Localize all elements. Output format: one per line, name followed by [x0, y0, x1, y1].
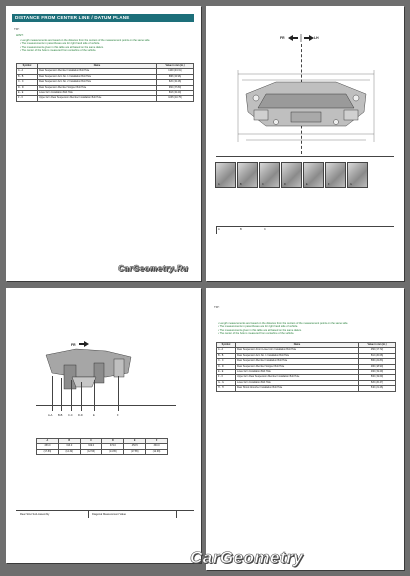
table-cell: 480 (18.90)	[359, 364, 396, 369]
ground-line	[36, 405, 176, 406]
table-header: A	[37, 439, 59, 444]
table-header: F	[146, 439, 168, 444]
photo-tag: B	[240, 183, 242, 186]
table-cell: 580 (22.83)	[359, 359, 396, 364]
table-cell: 1035 (40.75)	[157, 96, 194, 101]
table-cell: A - A	[17, 69, 38, 74]
point-label: F	[117, 414, 119, 417]
table-cell: 330.0	[146, 444, 168, 449]
table-cell: Rear Suspension Member Stopper Bolt Hole	[38, 85, 157, 90]
photo-tag: C	[262, 183, 264, 186]
table-cell: G - G	[217, 380, 236, 385]
footer-divider	[216, 226, 217, 234]
reference-photo	[215, 162, 236, 188]
table-cell: (12.32)	[58, 449, 80, 454]
table-header: Symbol	[17, 64, 38, 69]
watermark-logo: CarGeometry.Ru	[118, 264, 189, 273]
table-cell: Upper Arm Rear Suspension Member Installation Bolt Hole	[236, 375, 359, 380]
table-cell: F - F	[217, 375, 236, 380]
leader-line	[71, 380, 72, 411]
rear-suspension-member-drawing	[236, 64, 376, 144]
document-page-top-right	[206, 6, 404, 281]
divider	[216, 156, 394, 157]
table-cell: 820 (32.28)	[157, 80, 194, 85]
leader-line	[81, 382, 82, 411]
table-cell: Rear Suspension Member Installation Bolt Hole	[236, 359, 359, 364]
footer-label: Diagonal Measurement Value	[92, 513, 126, 516]
table-cell: Rear Shock Absorber Installation Bolt Hole	[236, 386, 359, 391]
watermark-logo: CarGeometry	[190, 548, 304, 567]
table-cell: (17.83)	[37, 449, 59, 454]
leader-line	[118, 376, 119, 411]
document-page-bottom-left	[6, 288, 201, 563]
point-label: C-C	[68, 414, 73, 417]
point-label: D-D	[78, 414, 83, 417]
table-cell: D - D	[17, 85, 38, 90]
document-page-top-left	[6, 6, 201, 281]
table-cell: 319.0	[80, 444, 102, 449]
table-cell: Lower Arm Installation Bolt Hole	[236, 370, 359, 375]
note-item: • Length measurements are based on the distance from the centers of the measurement points on the same side.	[20, 39, 190, 42]
footer-label: A	[218, 228, 220, 231]
table-cell: 510 (20.08)	[359, 353, 396, 358]
table-cell: (17.85)	[124, 449, 146, 454]
table-cell: 540 (21.26)	[359, 386, 396, 391]
notes-list	[218, 322, 394, 336]
leader-line	[94, 380, 95, 411]
height-table	[36, 438, 168, 455]
table-header: Value in mm (in.)	[157, 64, 194, 69]
footer-divider	[176, 510, 177, 518]
reference-photo	[259, 162, 280, 188]
reference-photo	[237, 162, 258, 188]
table-header: Symbol	[217, 343, 236, 348]
table-cell: C - C	[217, 359, 236, 364]
table-cell: 453.5	[124, 444, 146, 449]
photo-tag: E	[306, 183, 308, 186]
table-cell: 450 (17.72)	[359, 348, 396, 353]
document-page-bottom-right	[206, 288, 404, 570]
note-item: • The center of the hole is measured from centerline of the vehicle.	[218, 332, 394, 335]
note-item: • The measurements in parentheses are for right hand side of vehicle.	[20, 42, 190, 45]
table-cell: C - C	[17, 80, 38, 85]
footer-label: B	[240, 228, 242, 231]
tip-label: TIP:	[14, 27, 20, 31]
footer-label: Rear Strut Sub-Assembly	[20, 513, 50, 516]
table-cell: Lower Arm Installation Bolt Hole	[236, 380, 359, 385]
table-cell: 960 (37.80)	[157, 85, 194, 90]
note-item: • The measurements in parentheses are for right hand side of vehicle.	[218, 325, 394, 328]
footer-rule	[216, 226, 394, 227]
table-cell: Upper Arm Rear Suspension Member Installation Bolt Hole	[38, 96, 157, 101]
table-header: D	[102, 439, 124, 444]
table-cell: 888 (34.96)	[157, 74, 194, 79]
point-label: B-B	[58, 414, 63, 417]
table-cell: Rear Suspension Member Stopper Bolt Hole	[236, 364, 359, 369]
table-cell: Rear Suspension Arm No. 1 Installation Bolt Hole	[38, 74, 157, 79]
table-cell: 372.0	[102, 444, 124, 449]
table-row	[17, 96, 194, 101]
direction-label-fr: FR	[280, 36, 285, 40]
point-label: E	[93, 414, 95, 417]
note-item: • The center of the hole is measured from centerline of the vehicle.	[20, 49, 190, 52]
table-row	[37, 449, 168, 454]
table-cell: B - B	[217, 353, 236, 358]
measurement-table	[16, 63, 194, 102]
note-item: • The measurements given in this table are all based on the same datum.	[20, 46, 190, 49]
table-cell: 818 (32.20)	[157, 91, 194, 96]
section-banner: DISTANCE FROM CENTER LINE / DATUM PLANE	[12, 14, 194, 22]
table-cell: Rear Suspension Member Installation Bolt Hole	[38, 69, 157, 74]
reference-photo	[303, 162, 324, 188]
direction-arrows-icon	[288, 34, 314, 42]
table-cell: F - F	[17, 96, 38, 101]
note-item: • The measurements given in this table are all based on the same datum.	[218, 329, 394, 332]
photo-tag: D	[284, 183, 286, 186]
leader-line	[61, 378, 62, 411]
photo-tag: A	[218, 183, 220, 186]
photo-strip	[215, 162, 368, 188]
reference-photo	[325, 162, 346, 188]
table-cell: (14.65)	[102, 449, 124, 454]
reference-photo	[281, 162, 302, 188]
table-header: Name	[38, 64, 157, 69]
direction-label-lh: LH	[314, 36, 319, 40]
table-header: Value in mm (in.)	[359, 343, 396, 348]
table-cell: E - E	[17, 91, 38, 96]
notes-list	[20, 39, 190, 53]
table-header: E	[124, 439, 146, 444]
table-cell: 490 (19.29)	[359, 370, 396, 375]
table-cell: D - D	[217, 364, 236, 369]
table-row	[217, 386, 396, 391]
table-cell: 453.0	[37, 444, 59, 449]
table-cell: 1100 (43.31)	[157, 69, 194, 74]
table-cell: Rear Suspension Arm No. 2 Installation Bolt Hole	[38, 80, 157, 85]
table-cell: (12.56)	[80, 449, 102, 454]
table-cell: H - H	[217, 386, 236, 391]
table-header: B	[58, 439, 80, 444]
table-cell: A - A	[217, 348, 236, 353]
tip-label: TIP:	[214, 305, 220, 309]
footer-rule	[16, 510, 194, 511]
table-cell: 313.0	[58, 444, 80, 449]
footer-label: C	[264, 228, 266, 231]
table-header: C	[80, 439, 102, 444]
measurement-table	[216, 342, 396, 392]
photo-tag: G	[350, 183, 352, 186]
table-cell: Rear Suspension Front Lower Arm Installation Bolt Hole	[236, 348, 359, 353]
photo-tag: F	[328, 183, 330, 186]
table-cell: (12.99)	[146, 449, 168, 454]
table-cell: Lower Arm Installation Bolt Hole	[38, 91, 157, 96]
table-cell: E - E	[217, 370, 236, 375]
table-cell: 500 (19.69)	[359, 375, 396, 380]
reference-photo	[347, 162, 368, 188]
point-label: A-A	[48, 414, 53, 417]
direction-label-fr: FR	[71, 343, 76, 347]
table-cell: 520 (20.47)	[359, 380, 396, 385]
footer-divider	[88, 510, 89, 518]
note-item: • Length measurements are based on the distance from the centers of the measurement points on the same side.	[218, 322, 394, 325]
table-cell: B - B	[17, 74, 38, 79]
table-cell: Rear Suspension Arm No. 1 Installation Bolt Hole	[236, 353, 359, 358]
table-header: Name	[236, 343, 359, 348]
hint-label: HINT:	[16, 33, 24, 37]
leader-line	[52, 376, 53, 411]
